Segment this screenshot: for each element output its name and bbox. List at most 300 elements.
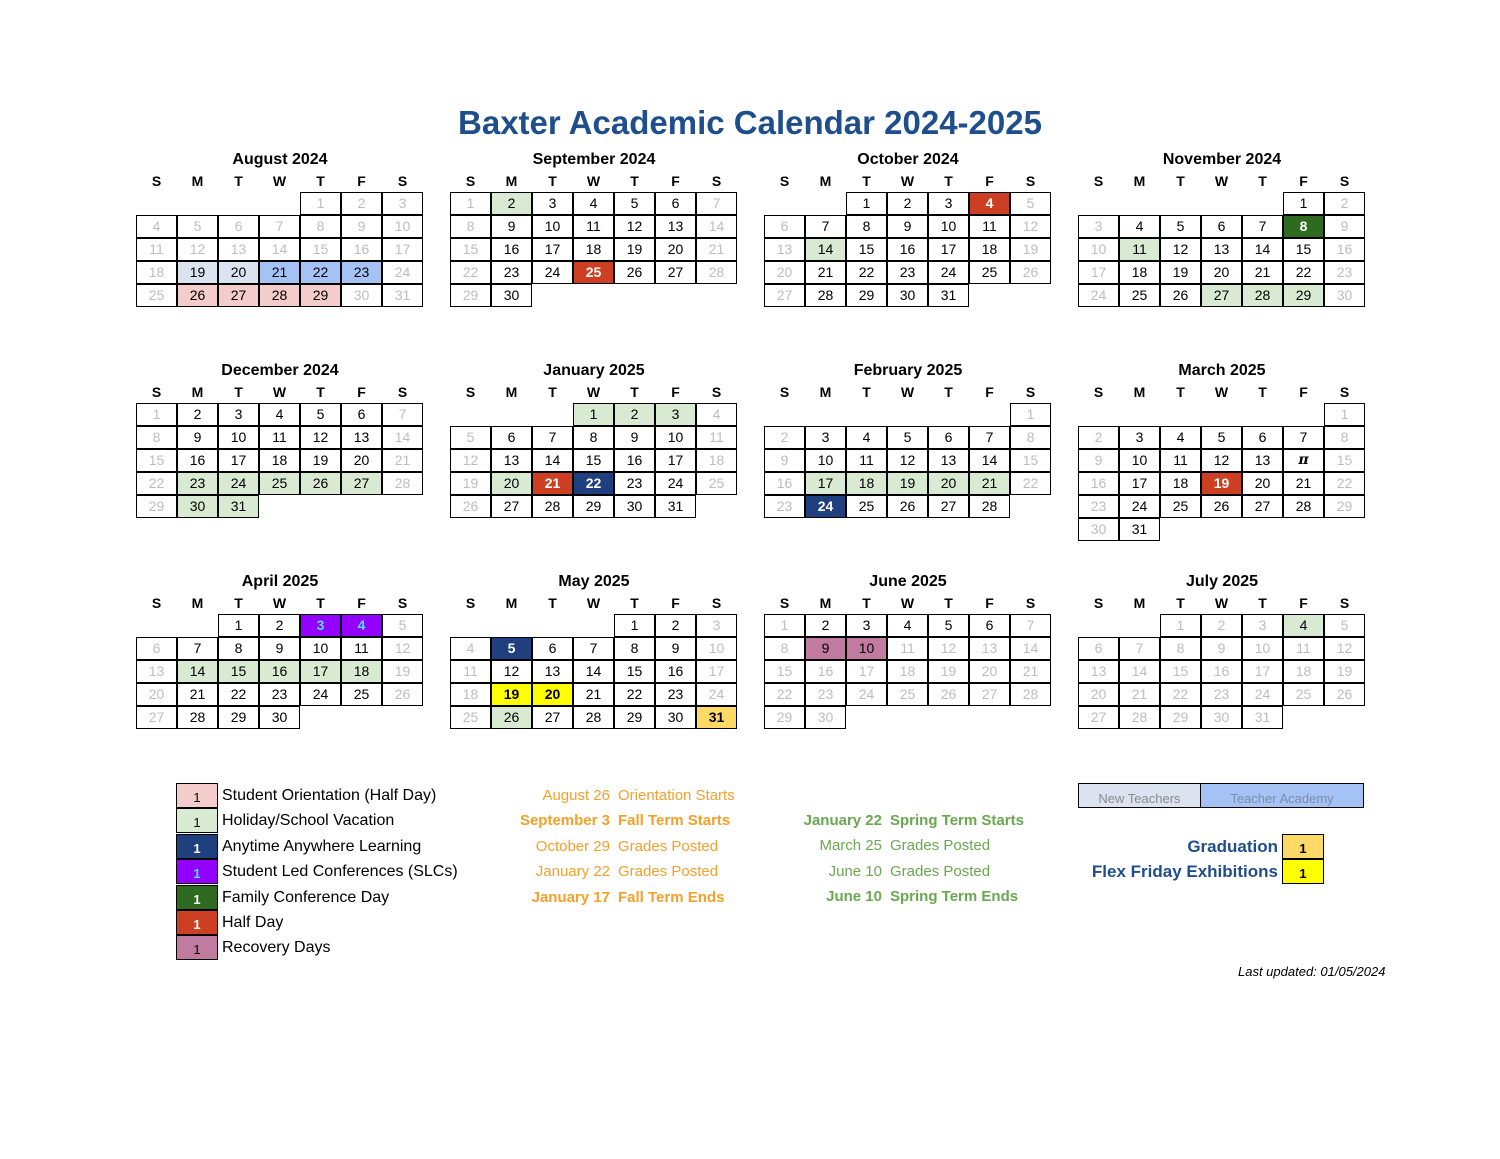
day-grid [450, 192, 738, 330]
day-cell: 8 [1324, 426, 1365, 449]
day-cell: 9 [259, 637, 300, 660]
day-cell: 8 [1160, 637, 1201, 660]
day-cell: 1 [1324, 403, 1365, 426]
day-cell: 3 [1119, 426, 1160, 449]
weekday-label: W [586, 595, 601, 611]
day-cell: 15 [1010, 449, 1051, 472]
day-cell: 29 [764, 706, 805, 729]
day-cell: 27 [341, 472, 382, 495]
day-cell: 9 [764, 449, 805, 472]
day-cell: 12 [1160, 238, 1201, 261]
weekday-label: T [862, 384, 871, 400]
day-cell: 30 [259, 706, 300, 729]
day-cell: 12 [1324, 637, 1365, 660]
weekday-label: T [1258, 173, 1267, 189]
key-date: June 10 [826, 888, 882, 906]
day-cell: 20 [969, 660, 1010, 683]
day-cell: 27 [532, 706, 573, 729]
day-cell: 12 [887, 449, 928, 472]
month-name: March 2025 [1178, 362, 1266, 379]
weekday-label: T [548, 595, 557, 611]
month-name: January 2025 [543, 362, 645, 379]
day-cell: 11 [846, 449, 887, 472]
day-cell: 7 [969, 426, 1010, 449]
day-cell: 31 [696, 706, 737, 729]
day-cell: 16 [491, 238, 532, 261]
day-cell: 3 [532, 192, 573, 215]
month-name: October 2024 [857, 151, 959, 168]
day-cell: 31 [928, 284, 969, 307]
day-cell: 23 [887, 261, 928, 284]
key-date-row [780, 859, 1050, 884]
weekday-label: M [505, 384, 518, 400]
day-cell: 18 [573, 238, 614, 261]
day-cell: 5 [1160, 215, 1201, 238]
day-cell: 7 [177, 637, 218, 660]
weekday-label: T [944, 173, 953, 189]
day-cell: 13 [532, 660, 573, 683]
page-title: Baxter Academic Calendar 2024-2025 [458, 104, 1042, 141]
weekday-header [136, 592, 424, 614]
day-cell: 29 [846, 284, 887, 307]
day-cell: 20 [1078, 683, 1119, 706]
day-cell: 2 [1324, 192, 1365, 215]
day-cell: 23 [259, 683, 300, 706]
day-cell: 30 [1324, 284, 1365, 307]
weekday-label: S [779, 384, 790, 400]
weekday-label: F [671, 384, 680, 400]
day-cell: 12 [177, 238, 218, 261]
day-cell: 13 [1201, 238, 1242, 261]
day-cell: 18 [1283, 660, 1324, 683]
day-cell: 3 [218, 403, 259, 426]
weekday-label: S [711, 173, 722, 189]
weekday-label: M [191, 173, 204, 189]
day-cell: 20 [136, 683, 177, 706]
day-cell: 23 [614, 472, 655, 495]
weekday-header [450, 592, 738, 614]
day-cell: 6 [1242, 426, 1283, 449]
key-date: August 26 [542, 787, 610, 804]
weekday-label: M [505, 595, 518, 611]
day-cell: 16 [614, 449, 655, 472]
weekday-label: F [671, 595, 680, 611]
day-grid [136, 403, 424, 541]
day-cell: 9 [491, 215, 532, 238]
day-cell: 6 [136, 637, 177, 660]
month-calendar [1078, 150, 1366, 330]
day-cell: 12 [382, 637, 423, 660]
weekday-label: W [272, 595, 287, 611]
day-cell: 25 [1119, 284, 1160, 307]
day-cell: 9 [655, 637, 696, 660]
day-cell: 24 [382, 261, 423, 284]
day-cell: 24 [696, 683, 737, 706]
day-grid [450, 403, 738, 541]
day-cell: 16 [177, 449, 218, 472]
day-cell: 2 [805, 614, 846, 637]
month-calendar [450, 572, 738, 752]
day-cell: 23 [491, 261, 532, 284]
day-cell: 7 [1010, 614, 1051, 637]
key-date: January 22 [803, 812, 882, 829]
weekday-label: F [985, 173, 994, 189]
day-cell: 29 [1324, 495, 1365, 518]
day-cell: 13 [136, 660, 177, 683]
day-cell: 18 [696, 449, 737, 472]
day-cell: 5 [491, 637, 532, 660]
weekday-label: S [1339, 595, 1350, 611]
day-cell: 22 [136, 472, 177, 495]
day-cell: 9 [177, 426, 218, 449]
weekday-label: T [630, 173, 639, 189]
day-cell: 4 [450, 637, 491, 660]
day-cell: 1 [218, 614, 259, 637]
weekday-label: S [397, 384, 408, 400]
day-cell: 25 [846, 495, 887, 518]
day-cell: 21 [532, 472, 573, 495]
special-day-swatch: 1 [1282, 834, 1324, 859]
weekday-label: S [779, 595, 790, 611]
last-updated: Last updated: 01/05/2024 [1238, 964, 1386, 979]
day-grid [1078, 192, 1366, 330]
weekday-label: W [586, 173, 601, 189]
day-cell: 5 [177, 215, 218, 238]
day-cell: 29 [218, 706, 259, 729]
day-cell: 1 [1283, 192, 1324, 215]
day-cell: 3 [1078, 215, 1119, 238]
weekday-label: S [1339, 173, 1350, 189]
day-cell: 18 [1119, 261, 1160, 284]
legend-label: Holiday/School Vacation [222, 812, 395, 830]
day-cell: 25 [1283, 683, 1324, 706]
day-grid [764, 403, 1052, 541]
day-cell: 20 [341, 449, 382, 472]
day-cell: 16 [655, 660, 696, 683]
key-date-row [500, 885, 760, 910]
key-date-event: Grades Posted [890, 862, 991, 880]
day-cell: 17 [300, 660, 341, 683]
day-cell: 17 [532, 238, 573, 261]
day-cell: 11 [259, 426, 300, 449]
day-cell: 18 [450, 683, 491, 706]
day-cell: 4 [696, 403, 737, 426]
day-grid [136, 614, 424, 752]
weekday-label: T [1258, 595, 1267, 611]
weekday-label: S [1093, 173, 1104, 189]
day-cell: 13 [764, 238, 805, 261]
day-cell: 26 [177, 284, 218, 307]
day-cell: 18 [887, 660, 928, 683]
day-cell: 16 [341, 238, 382, 261]
month-calendar [1078, 572, 1366, 752]
weekday-header [1078, 381, 1366, 403]
day-grid [764, 192, 1052, 330]
day-cell: 4 [887, 614, 928, 637]
weekday-label: T [862, 173, 871, 189]
day-cell: 11 [696, 426, 737, 449]
month-calendar [764, 150, 1052, 330]
day-cell: 13 [969, 637, 1010, 660]
day-cell: 27 [969, 683, 1010, 706]
day-cell: 24 [655, 472, 696, 495]
day-cell: 19 [382, 660, 423, 683]
day-cell: 24 [1078, 284, 1119, 307]
day-cell: 14 [382, 426, 423, 449]
day-cell: 22 [1160, 683, 1201, 706]
day-cell: 9 [887, 215, 928, 238]
day-cell: 16 [259, 660, 300, 683]
day-cell: 9 [1324, 215, 1365, 238]
legend-swatch: 1 [176, 834, 218, 859]
day-cell: 29 [300, 284, 341, 307]
weekday-header [1078, 170, 1366, 192]
day-cell: 10 [1078, 238, 1119, 261]
day-cell: 7 [1242, 215, 1283, 238]
legend-swatch: 1 [176, 885, 218, 910]
day-cell: 5 [1010, 192, 1051, 215]
month-name: June 2025 [869, 573, 947, 590]
day-cell: 28 [1242, 284, 1283, 307]
day-cell: 7 [696, 192, 737, 215]
day-cell: 4 [573, 192, 614, 215]
special-day-label: Graduation [1187, 837, 1278, 856]
day-cell: 7 [573, 637, 614, 660]
month-calendar [764, 361, 1052, 541]
day-cell: 9 [614, 426, 655, 449]
day-cell: 6 [764, 215, 805, 238]
key-date-row [500, 834, 760, 859]
day-cell: 24 [928, 261, 969, 284]
special-day-label: Flex Friday Exhibitions [1091, 862, 1278, 881]
day-cell: 14 [696, 215, 737, 238]
day-cell: 13 [218, 238, 259, 261]
day-grid [450, 614, 738, 752]
day-cell: 5 [1324, 614, 1365, 637]
day-cell: 17 [655, 449, 696, 472]
weekday-label: F [357, 384, 366, 400]
day-cell: 8 [614, 637, 655, 660]
weekday-label: M [819, 173, 832, 189]
day-cell: 15 [573, 449, 614, 472]
weekday-label: T [234, 595, 243, 611]
day-cell: 16 [1201, 660, 1242, 683]
day-cell: 26 [1160, 284, 1201, 307]
day-cell: 7 [532, 426, 573, 449]
day-cell: 21 [1119, 683, 1160, 706]
day-cell: 1 [614, 614, 655, 637]
weekday-label: F [357, 173, 366, 189]
weekday-label: M [1133, 384, 1146, 400]
weekday-label: T [944, 384, 953, 400]
weekday-label: S [1093, 595, 1104, 611]
day-cell: 17 [1119, 472, 1160, 495]
weekday-label: S [151, 384, 162, 400]
key-date-event: Spring Term Starts [890, 812, 1024, 829]
day-cell: 6 [1078, 637, 1119, 660]
day-cell: 11 [450, 660, 491, 683]
day-cell: 23 [764, 495, 805, 518]
day-cell: 3 [1242, 614, 1283, 637]
weekday-label: W [1214, 173, 1229, 189]
weekday-header [764, 592, 1052, 614]
day-cell: 24 [846, 683, 887, 706]
key-date: June 10 [828, 862, 882, 880]
day-cell: 29 [136, 495, 177, 518]
day-cell: 14 [1119, 660, 1160, 683]
day-cell: 18 [259, 449, 300, 472]
day-cell: 19 [300, 449, 341, 472]
weekday-label: W [1214, 595, 1229, 611]
day-cell: 16 [1078, 472, 1119, 495]
day-cell: 11 [573, 215, 614, 238]
day-cell: 24 [300, 683, 341, 706]
weekday-label: M [1133, 173, 1146, 189]
day-cell: 16 [805, 660, 846, 683]
day-cell: 8 [846, 215, 887, 238]
day-cell: 25 [573, 261, 614, 284]
key-date: January 22 [535, 863, 610, 881]
day-cell: 15 [136, 449, 177, 472]
weekday-label: F [1299, 173, 1308, 189]
weekday-label: T [1176, 595, 1185, 611]
day-cell: 18 [1160, 472, 1201, 495]
day-cell: 2 [1201, 614, 1242, 637]
day-cell: 5 [450, 426, 491, 449]
weekday-label: W [586, 384, 601, 400]
day-cell: 27 [1242, 495, 1283, 518]
day-cell: 29 [450, 284, 491, 307]
day-cell: 14 [532, 449, 573, 472]
weekday-label: S [1093, 384, 1104, 400]
weekday-label: T [1258, 384, 1267, 400]
day-cell: 3 [846, 614, 887, 637]
key-date-event: Grades Posted [890, 837, 991, 855]
day-cell: 21 [177, 683, 218, 706]
day-cell: 8 [764, 637, 805, 660]
day-cell: 27 [218, 284, 259, 307]
legend-label: Student Led Conferences (SLCs) [222, 863, 458, 881]
month-name: April 2025 [241, 573, 319, 590]
weekday-label: M [505, 173, 518, 189]
day-cell: 22 [450, 261, 491, 284]
month-name: September 2024 [532, 151, 656, 168]
day-cell: 17 [1078, 261, 1119, 284]
day-cell: 28 [1119, 706, 1160, 729]
day-cell: 29 [1283, 284, 1324, 307]
day-cell: 12 [450, 449, 491, 472]
key-date-row [500, 859, 760, 884]
key-date-row [500, 783, 760, 808]
weekday-label: W [272, 384, 287, 400]
weekday-label: W [272, 173, 287, 189]
day-cell: 31 [1119, 518, 1160, 541]
day-cell: 15 [1160, 660, 1201, 683]
day-cell: 11 [969, 215, 1010, 238]
key-date-row [780, 808, 1050, 833]
legend-swatch: 1 [176, 808, 218, 833]
day-cell: 21 [259, 261, 300, 284]
key-date-row [780, 833, 1050, 858]
day-cell: 11 [1283, 637, 1324, 660]
day-cell: 4 [1283, 614, 1324, 637]
legend-swatch: 1 [176, 859, 218, 884]
day-cell: 11 [341, 637, 382, 660]
day-cell: 25 [696, 472, 737, 495]
day-cell: 8 [300, 215, 341, 238]
day-cell: 25 [1160, 495, 1201, 518]
teacher-academy-swatch: Teacher Academy [1200, 783, 1364, 808]
day-cell: 11 [887, 637, 928, 660]
day-cell: 5 [300, 403, 341, 426]
key-date-event: Spring Term Ends [890, 888, 1019, 906]
day-cell: 10 [696, 637, 737, 660]
day-cell: 13 [928, 449, 969, 472]
day-cell: 28 [177, 706, 218, 729]
weekday-label: F [1299, 384, 1308, 400]
weekday-label: T [316, 384, 325, 400]
day-cell: 28 [1010, 683, 1051, 706]
day-cell: 5 [887, 426, 928, 449]
day-cell: 22 [764, 683, 805, 706]
weekday-label: T [944, 595, 953, 611]
day-cell: 13 [341, 426, 382, 449]
day-cell: 22 [1324, 472, 1365, 495]
day-cell: 5 [1201, 426, 1242, 449]
day-cell: 18 [136, 261, 177, 284]
weekday-label: M [1133, 595, 1146, 611]
day-cell: 18 [846, 472, 887, 495]
day-cell: 15 [1324, 449, 1365, 472]
day-cell: 3 [655, 403, 696, 426]
key-date-row [500, 808, 760, 833]
day-cell: 19 [1201, 472, 1242, 495]
month-name: August 2024 [232, 151, 328, 168]
weekday-label: T [1176, 384, 1185, 400]
day-cell: 25 [341, 683, 382, 706]
day-cell: 21 [969, 472, 1010, 495]
day-cell: 12 [1201, 449, 1242, 472]
day-cell: 1 [136, 403, 177, 426]
weekday-label: M [191, 384, 204, 400]
weekday-label: F [985, 595, 994, 611]
weekday-label: T [630, 595, 639, 611]
day-cell: 30 [341, 284, 382, 307]
day-cell: 9 [341, 215, 382, 238]
day-cell: 16 [887, 238, 928, 261]
day-cell: 18 [969, 238, 1010, 261]
day-cell: 31 [1242, 706, 1283, 729]
weekday-label: S [1025, 384, 1036, 400]
day-cell: 26 [1201, 495, 1242, 518]
day-cell: 14 [969, 449, 1010, 472]
day-cell: 11 [1119, 238, 1160, 261]
day-cell: 22 [573, 472, 614, 495]
weekday-header [450, 381, 738, 403]
day-cell: 6 [532, 637, 573, 660]
key-date-event: Orientation Starts [618, 787, 735, 804]
new-teachers-swatch: New Teachers [1078, 783, 1201, 808]
weekday-label: S [1339, 384, 1350, 400]
day-cell: 8 [136, 426, 177, 449]
day-cell: 14 [259, 238, 300, 261]
day-cell: 12 [300, 426, 341, 449]
day-cell: 22 [218, 683, 259, 706]
day-cell: 10 [218, 426, 259, 449]
key-date: January 17 [531, 888, 610, 906]
day-cell: 21 [1283, 472, 1324, 495]
month-calendar [136, 572, 424, 752]
